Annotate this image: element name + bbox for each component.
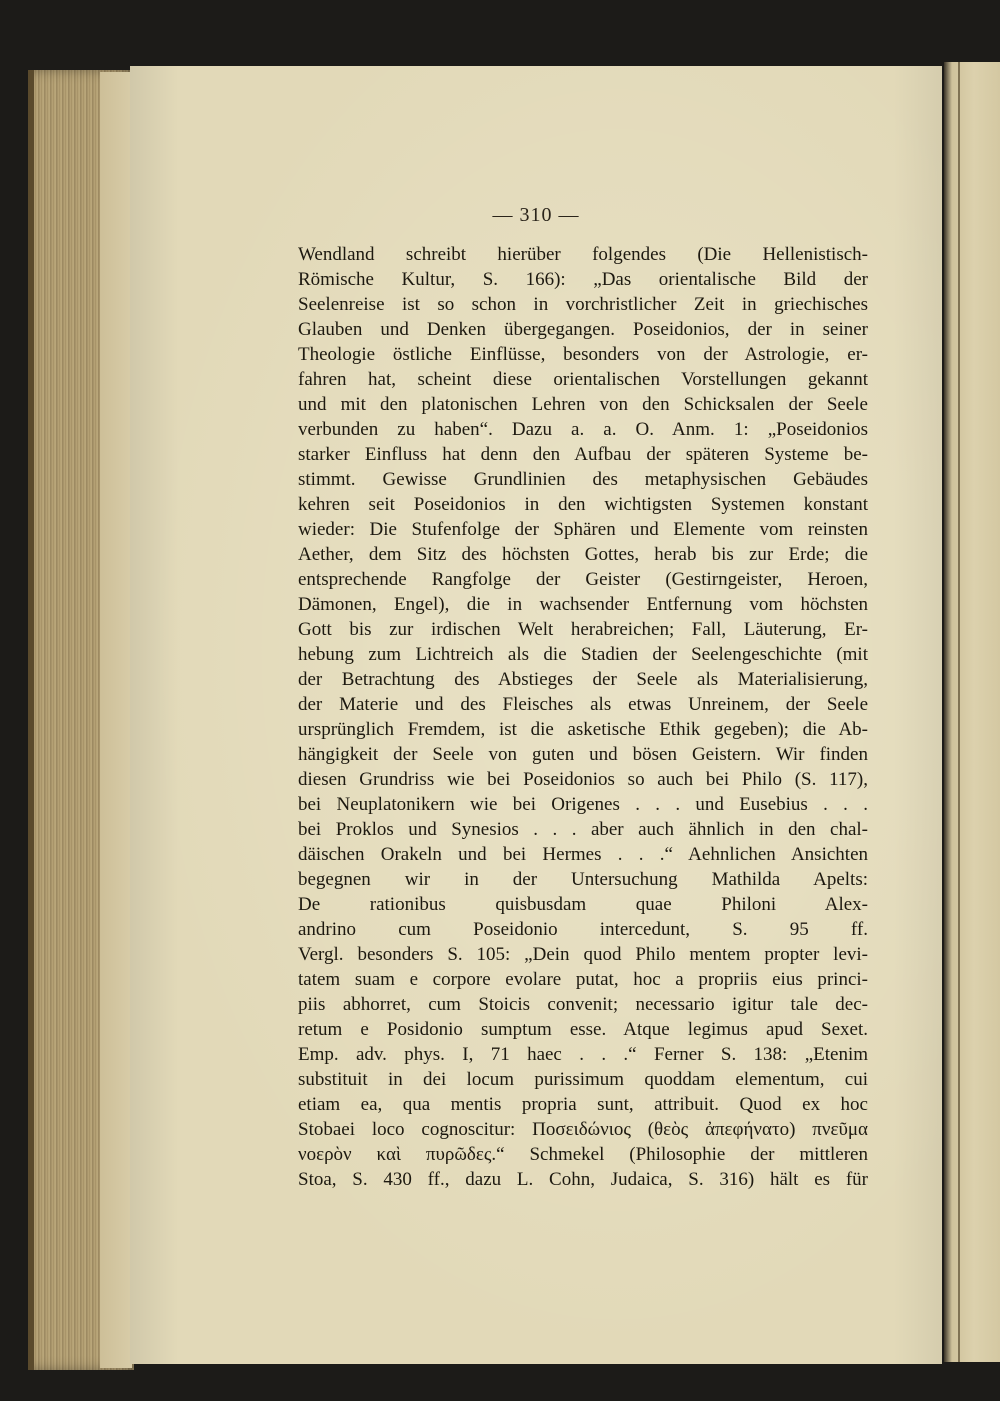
text-line: Aether, dem Sitz des höchsten Gottes, herab bis zur Erde; die	[298, 544, 868, 565]
text-line: diesen Grundriss wie bei Poseidonios so auch bei Philo (S. 117),	[298, 769, 868, 790]
text-line: däischen Orakeln und bei Hermes . . .“ Aehnlichen Ansichten	[298, 844, 868, 865]
text-line: tatem suam e corpore evolare putat, hoc a propriis eius princi-	[298, 969, 868, 990]
body-text	[298, 242, 868, 1192]
text-line: Stobaei loco cognoscitur: Ποσειδώνιος (θεὸς ἀπεφήνατο) πνεῦμα	[298, 1119, 868, 1140]
text-line: fahren hat, scheint diese orientalischen Vorstellungen gekannt	[298, 369, 868, 390]
text-line: bei Proklos und Synesios . . . aber auch ähnlich in den chal-	[298, 819, 868, 840]
book-gutter	[100, 72, 132, 1368]
text-line: der Materie und des Fleisches als etwas Unreinem, der Seele	[298, 694, 868, 715]
page-rule	[958, 62, 960, 1362]
text-line: νοερὸν καὶ πυρῶδες.“ Schmekel (Philosophie der mittleren	[298, 1144, 868, 1165]
facing-page-edge	[944, 62, 1000, 1362]
text-line: etiam ea, qua mentis propria sunt, attribuit. Quod ex hoc	[298, 1094, 868, 1115]
text-line: verbunden zu haben“. Dazu a. a. O. Anm. 1: „Poseidonios	[298, 419, 868, 440]
text-line: Seelenreise ist so schon in vorchristlicher Zeit in griechisches	[298, 294, 868, 315]
text-line: wieder: Die Stufenfolge der Sphären und Elemente vom reinsten	[298, 519, 868, 540]
text-line: entsprechende Rangfolge der Geister (Gestirngeister, Heroen,	[298, 569, 868, 590]
text-line: Glauben und Denken übergegangen. Poseidonios, der in seiner	[298, 319, 868, 340]
text-line: ursprünglich Fremdem, ist die asketische Ethik gegeben); die Ab-	[298, 719, 868, 740]
text-line: retum e Posidonio sumptum esse. Atque legimus apud Sexet.	[298, 1019, 868, 1040]
text-line: hebung zum Lichtreich als die Stadien der Seelengeschichte (mit	[298, 644, 868, 665]
text-line: Wendland schreibt hierüber folgendes (Die Hellenistisch-	[298, 244, 868, 265]
text-line: kehren seit Poseidonios in den wichtigsten Systemen konstant	[298, 494, 868, 515]
text-line: Dämonen, Engel), die in wachsender Entfernung vom höchsten	[298, 594, 868, 615]
text-line: begegnen wir in der Untersuchung Mathilda Apelts:	[298, 869, 868, 890]
text-line: andrino cum Poseidonio intercedunt, S. 95 ff.	[298, 919, 868, 940]
text-line: piis abhorret, cum Stoicis convenit; necessario igitur tale dec-	[298, 994, 868, 1015]
text-line: De rationibus quisbusdam quae Philoni Alex-	[298, 894, 868, 915]
text-line: der Betrachtung des Abstieges der Seele als Materialisierung,	[298, 669, 868, 690]
text-line: hängigkeit der Seele von guten und bösen Geistern. Wir finden	[298, 744, 868, 765]
text-line: bei Neuplatonikern wie bei Origenes . . . und Eusebius . . .	[298, 794, 868, 815]
text-line: Stoa, S. 430 ff., dazu L. Cohn, Judaica, S. 316) hält es für	[298, 1169, 868, 1190]
page-number: — 310 —	[492, 204, 580, 226]
book-page	[130, 66, 942, 1364]
text-line: Theologie östliche Einflüsse, besonders von der Astrologie, er-	[298, 344, 868, 365]
text-line: Gott bis zur irdischen Welt herabreichen; Fall, Läuterung, Er-	[298, 619, 868, 640]
text-line: Vergl. besonders S. 105: „Dein quod Philo mentem propter levi-	[298, 944, 868, 965]
text-line: und mit den platonischen Lehren von den Schicksalen der Seele	[298, 394, 868, 415]
text-line: Emp. adv. phys. I, 71 haec . . .“ Ferner S. 138: „Etenim	[298, 1044, 868, 1065]
text-line: stimmt. Gewisse Grundlinien des metaphysischen Gebäudes	[298, 469, 868, 490]
text-line: starker Einfluss hat denn den Aufbau der späteren Systeme be-	[298, 444, 868, 465]
text-line: Römische Kultur, S. 166): „Das orientalische Bild der	[298, 269, 868, 290]
text-line: substituit in dei locum purissimum quoddam elementum, cui	[298, 1069, 868, 1090]
